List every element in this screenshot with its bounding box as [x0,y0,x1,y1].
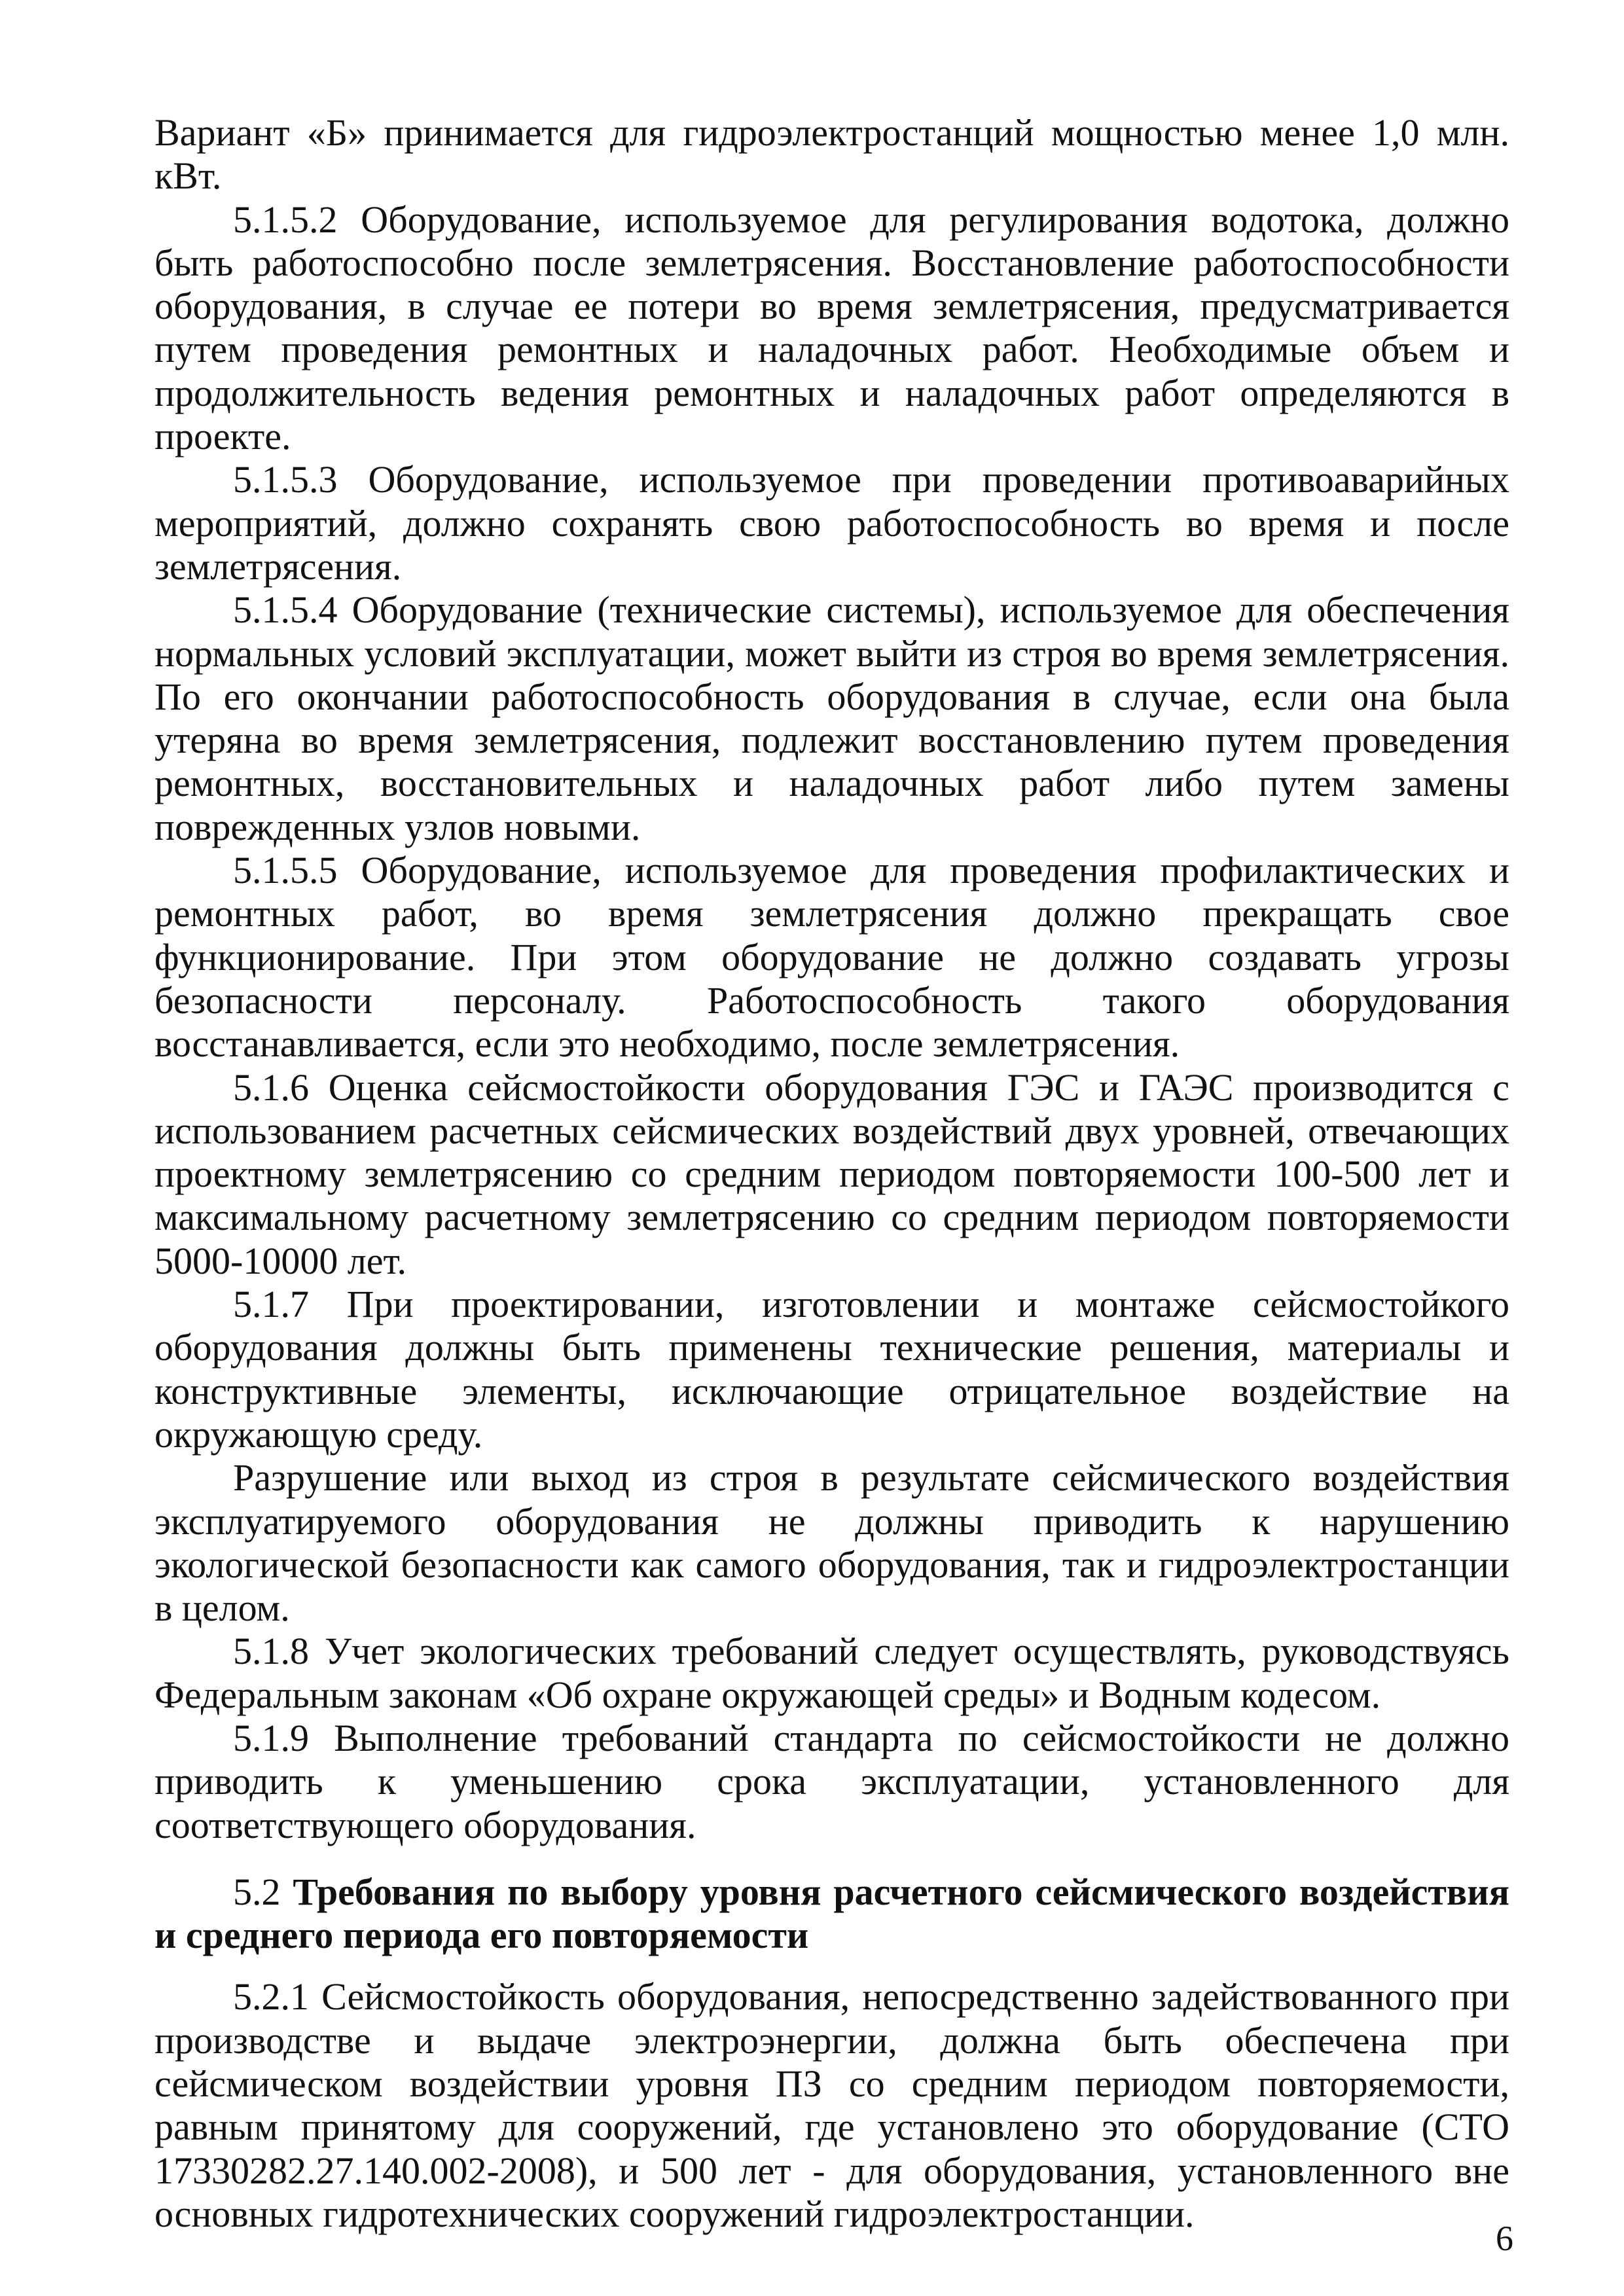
section-heading-5-2 [154,1871,1509,1958]
document-body [154,111,1509,2236]
paragraph-5-1-6: 5.1.6 Оценка сейсмостойкости оборудования ГЭС и ГАЭС производится с использованием расчетных сейсмических воздействий двух уровней, отвечающих проектному землетрясению со средним периодом повторяемости 100-500 лет и максимальному расчетному землетрясению со средним периодом повторяемости 5000-10000 лет. [154,1066,1509,1282]
paragraph-5-1-9: 5.1.9 Выполнение требований стандарта по сейсмостойкости не должно приводить к уменьшению срока эксплуатации, установленного для соответствующего оборудования. [154,1716,1509,1846]
paragraph-ecology: Разрушение или выход из строя в результате сейсмического воздействия эксплуатируемого оборудования не должны приводить к нарушению экологической безопасности как самого оборудования, так и гидроэлектростанции в целом. [154,1456,1509,1630]
paragraph-variant-b: Вариант «Б» принимается для гидроэлектростанций мощностью менее 1,0 млн. кВт. [154,111,1509,198]
paragraph-5-1-5-5: 5.1.5.5 Оборудование, используемое для проведения профилактических и ремонтных работ, во время землетрясения должно прекращать свое функционирование. При этом оборудование не должно создавать угрозы безопасности персоналу. Работоспособность такого оборудования восстанавливается, если это необходимо, после землетрясения. [154,849,1509,1066]
paragraph-5-1-5-4: 5.1.5.4 Оборудование (технические системы), используемое для обеспечения нормальных условий эксплуатации, может выйти из строя во время землетрясения. По его окончании работоспособность оборудования в случае, если она была утеряна во время землетрясения, подлежит восстановлению путем проведения ремонтных, восстановительных и наладочных работ либо путем замены поврежденных узлов новыми. [154,588,1509,848]
paragraph-5-1-7: 5.1.7 При проектировании, изготовлении и монтаже сейсмостойкого оборудования должны быть применены технические решения, материалы и конструктивные элементы, исключающие отрицательное воздействие на окружающую среду. [154,1283,1509,1456]
paragraph-5-1-5-3: 5.1.5.3 Оборудование, используемое при проведении противоаварийных мероприятий, должно сохранять свою работоспособность во время и после землетрясения. [154,458,1509,588]
section-number: 5.2 [233,1870,281,1913]
paragraph-5-1-5-2: 5.1.5.2 Оборудование, используемое для регулирования водотока, должно быть работоспособно после землетрясения. Восстановление работоспособности оборудования, в случае ее потери во время землетрясения, предусматривается путем проведения ремонтных и наладочных работ. Необходимые объем и продолжительность ведения ремонтных и наладочных работ определяются в проекте. [154,198,1509,458]
page-number: 6 [1496,2219,1513,2258]
section-title: Требования по выбору уровня расчетного сейсмического воздействия и среднего периода его повторяемости [154,1870,1510,1957]
paragraph-5-1-8: 5.1.8 Учет экологических требований следует осуществлять, руководствуясь Федеральным законам «Об охране окружающей среды» и Водным кодесом. [154,1630,1509,1716]
paragraph-5-2-1: 5.2.1 Сейсмостойкость оборудования, непосредственно задействованного при производстве и выдаче электроэнергии, должна быть обеспечена при сейсмическом воздействии уровня ПЗ со средним периодом повторяемости, равным принятому для сооружений, где установлено это оборудование (СТО 17330282.27.140.002-2008), и 500 лет - для оборудования, установленного вне основных гидротехнических сооружений гидроэлектростанции. [154,1975,1509,2235]
